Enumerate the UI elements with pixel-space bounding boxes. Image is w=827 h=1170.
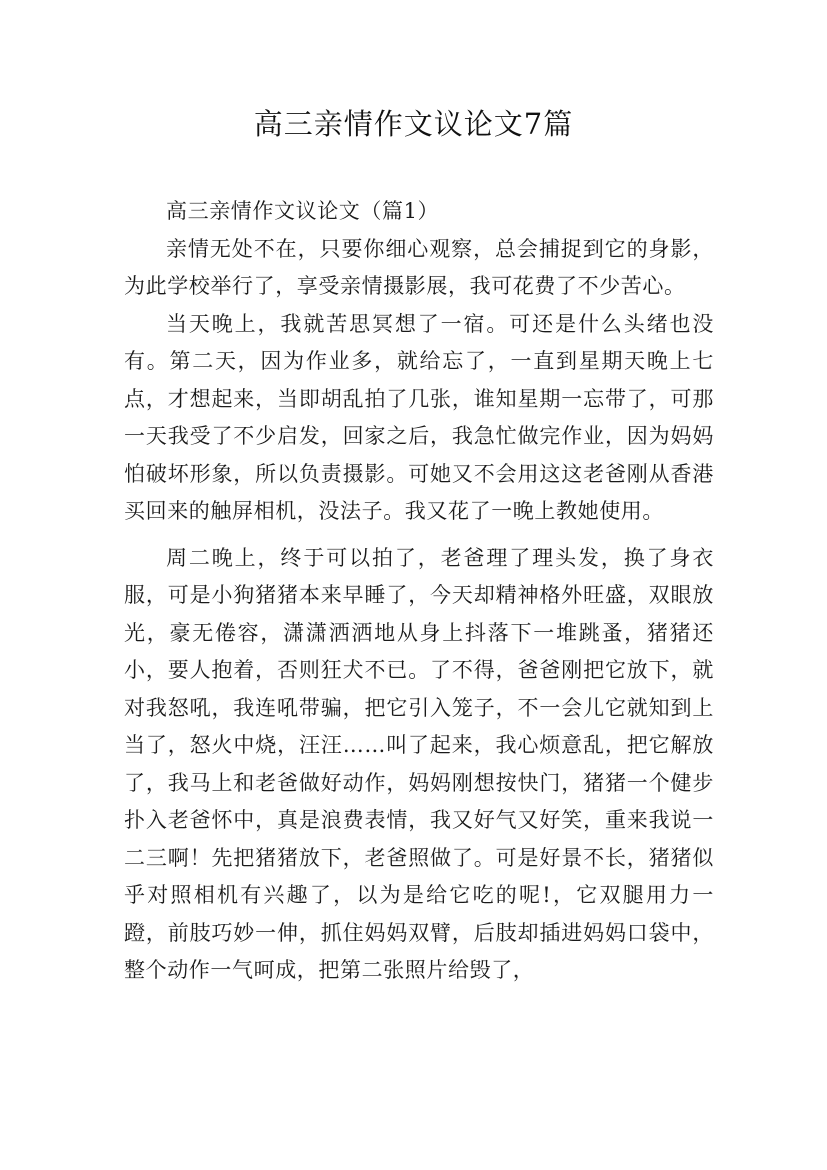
paragraph-1: 亲情无处不在，只要你细心观察，总会捕捉到它的身影，为此学校举行了，享受亲情摄影展，我可花费了不少苦心。 bbox=[124, 236, 714, 298]
document-title: 高三亲情作文议论文7篇 bbox=[253, 107, 574, 141]
document-body bbox=[124, 193, 714, 990]
paragraph-2: 当天晚上，我就苦思冥想了一宿。可还是什么头绪也没有。第二天，因为作业多，就给忘了，一直到星期天晚上七点，才想起来，当即胡乱拍了几张，谁知星期一忘带了，可那一天我受了不少启发，回家之后，我急忙做完作业，因为妈妈怕破坏形象，所以负责摄影。可她又不会用这这老爸刚从香港买回来的触屏相机，没法子。我又花了一晚上教她使用。 bbox=[124, 311, 714, 523]
section-heading: 高三亲情作文议论文（篇1） bbox=[166, 199, 440, 223]
paragraph-3: 周二晚上，终于可以拍了，老爸理了理头发，换了身衣服，可是小狗猪猪本来早睡了，今天却精神格外旺盛，双眼放光，豪无倦容，潇潇洒洒地从身上抖落下一堆跳蚤，猪猪还小，要人抱着，否则狂犬不已。了不得，爸爸刚把它放下，就对我怒吼，我连吼带骗，把它引入笼子，不一会儿它就知到上当了，怒火中烧，汪汪……叫了起来，我心烦意乱，把它解放了，我马上和老爸做好动作，妈妈刚想按快门，猪猪一个健步扑入老爸怀中，真是浪费表情，我又好气又好笑，重来我说一二三啊！先把猪猪放下，老爸照做了。可是好景不长，猪猪似乎对照相机有兴趣了，以为是给它吃的呢!，它双腿用力一蹬，前肢巧妙一伸，抓住妈妈双臂，后肢却插进妈妈口袋中，整个动作一气呵成，把第二张照片给毁了， bbox=[124, 545, 714, 982]
